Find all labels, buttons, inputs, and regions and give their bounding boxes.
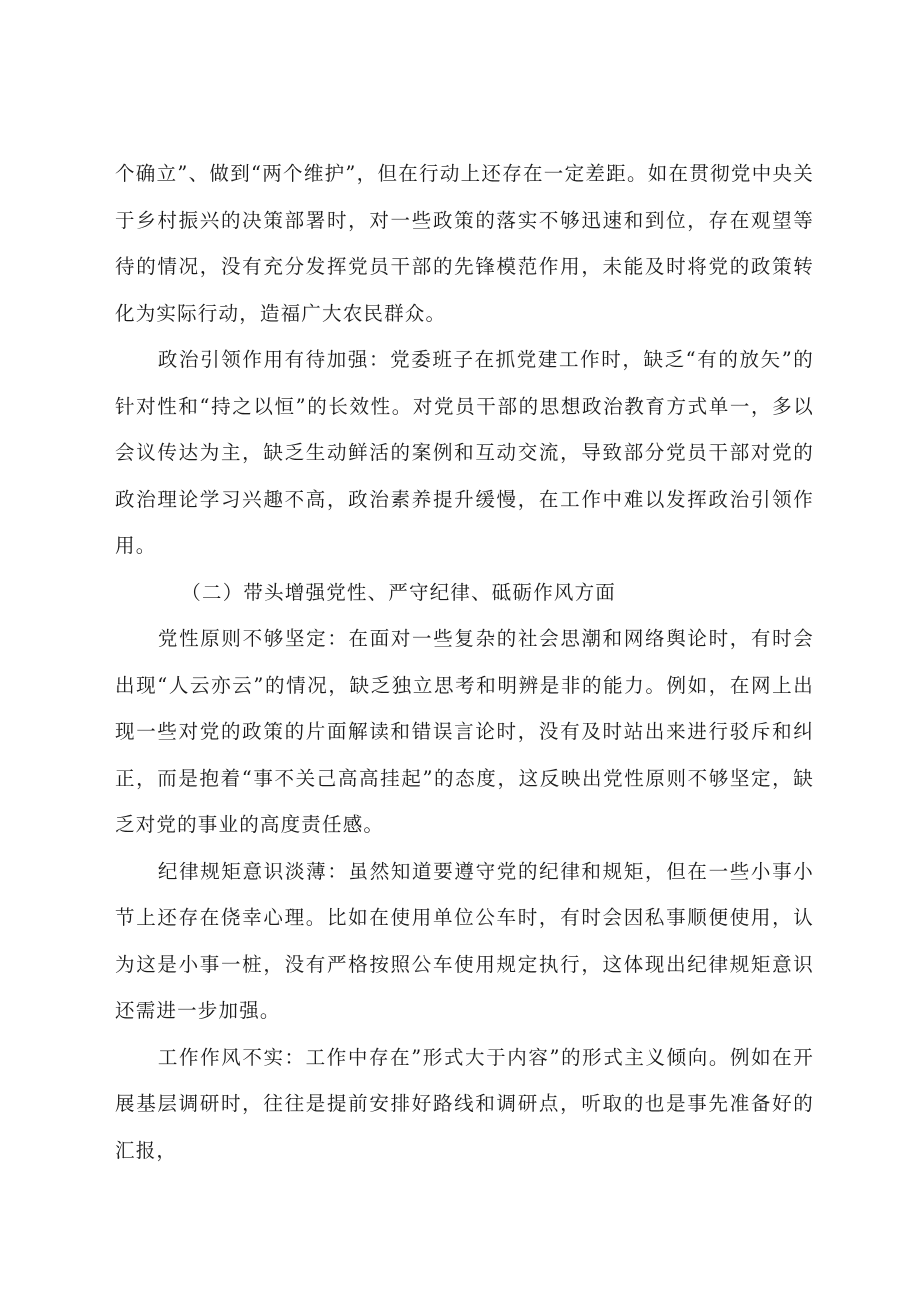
paragraph-continuation: 个确立”、做到“两个维护”，但在行动上还存在一定差距。如在贯彻党中央关于乡村振兴的决策部署时，对一些政策的落实不够迅速和到位，存在观望等待的情况，没有充分发挥党员干部的先锋模范作用，未能及时将党的政策转化为实际行动，造福广大农民群众。 — [115, 162, 814, 325]
paragraph-work-style: 工作作风不实：工作中存在”形式大于内容”的形式主义倾向。例如在开展基层调研时，往往是提前安排好路线和调研点，听取的也是事先准备好的汇报， — [115, 1045, 814, 1162]
paragraph-party-principle: 党性原则不够坚定：在面对一些复杂的社会思潮和网络舆论时，有时会出现“人云亦云”的情况，缺乏独立思考和明辨是非的能力。例如，在网上出现一些对党的政策的片面解读和错误言论时，没有及时站出来进行驳斥和纠正，而是抱着“事不关己高高挂起”的态度，这反映出党性原则不够坚定，缺乏对党的事业的高度责任感。 — [115, 627, 814, 836]
document-body — [115, 151, 814, 1174]
section-heading: （二）带头增强党性、严守纪律、砥砺作风方面 — [181, 580, 616, 604]
paragraph-discipline: 纪律规矩意识淡薄：虽然知道要遵守党的纪律和规矩，但在一些小事小节上还存在侥幸心理。比如在使用单位公车时，有时会因私事顺便使用，认为这是小事一桩，没有严格按照公车使用规定执行，这体现出纪律规矩意识还需进一步加强。 — [115, 859, 814, 1022]
paragraph-political-leadership: 政治引领作用有待加强：党委班子在抓党建工作时，缺乏“有的放矢”的针对性和“持之以恒”的长效性。对党员干部的思想政治教育方式单一，多以会议传达为主，缺乏生动鲜活的案例和互动交流，导致部分党员干部对党的政治理论学习兴趣不高，政治素养提升缓慢，在工作中难以发挥政治引领作用。 — [115, 348, 814, 557]
